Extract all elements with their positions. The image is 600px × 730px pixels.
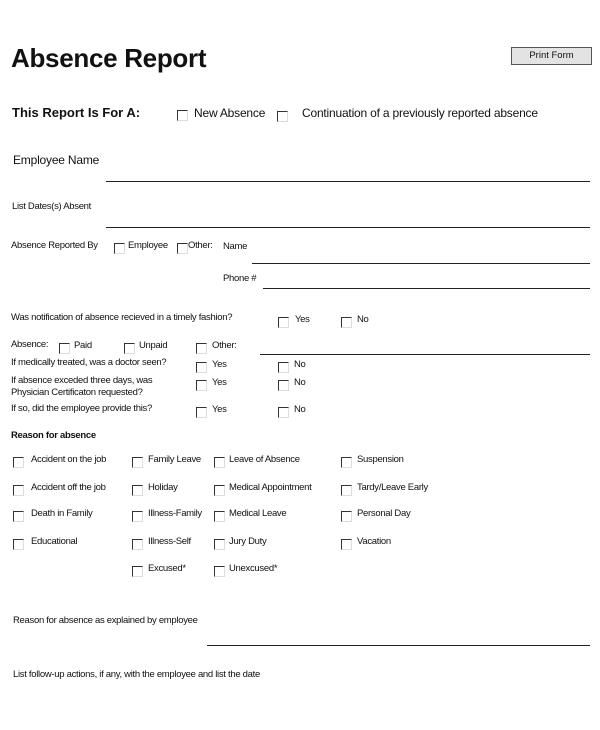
new-absence-label: New Absence bbox=[194, 106, 266, 120]
provided-yes-label: Yes bbox=[212, 404, 227, 415]
employee-name-field[interactable] bbox=[106, 181, 590, 182]
doctor-question: If medically treated, was a doctor seen? bbox=[11, 357, 167, 368]
report-for-label: This Report Is For A: bbox=[12, 105, 141, 120]
doctor-no-checkbox[interactable] bbox=[278, 362, 289, 373]
reason-illness-family-label: Illness-Family bbox=[148, 508, 202, 519]
reason-unexcused-label: Unexcused* bbox=[229, 563, 278, 574]
reason-unexcused-checkbox[interactable] bbox=[214, 566, 225, 577]
absence-type-label: Absence: bbox=[11, 339, 49, 350]
page-title: Absence Report bbox=[11, 43, 207, 73]
list-dates-label: List Dates(s) Absent bbox=[12, 201, 92, 212]
continuation-checkbox[interactable] bbox=[277, 111, 288, 122]
certification-no-label: No bbox=[294, 377, 306, 388]
certification-no-checkbox[interactable] bbox=[278, 380, 289, 391]
reason-medical-appointment-label: Medical Appointment bbox=[229, 482, 312, 493]
reason-educational-checkbox[interactable] bbox=[13, 539, 24, 550]
doctor-yes-label: Yes bbox=[212, 359, 227, 370]
paid-label: Paid bbox=[74, 340, 92, 351]
provided-yes-checkbox[interactable] bbox=[196, 407, 207, 418]
reason-holiday-checkbox[interactable] bbox=[132, 485, 143, 496]
reason-tardy-leave-early-label: Tardy/Leave Early bbox=[357, 482, 428, 493]
timely-yes-checkbox[interactable] bbox=[278, 317, 289, 328]
doctor-yes-checkbox[interactable] bbox=[196, 362, 207, 373]
reported-by-other-checkbox[interactable] bbox=[177, 243, 188, 254]
reason-jury-duty-checkbox[interactable] bbox=[214, 539, 225, 550]
reported-by-employee-checkbox[interactable] bbox=[114, 243, 125, 254]
reason-leave-of-absence-checkbox[interactable] bbox=[214, 457, 225, 468]
reason-leave-of-absence-label: Leave of Absence bbox=[229, 454, 300, 465]
certification-yes-label: Yes bbox=[212, 377, 227, 388]
reason-suspension-label: Suspension bbox=[357, 454, 404, 465]
continuation-label: Continuation of a previously reported absence bbox=[302, 106, 538, 120]
reason-educational-label: Educational bbox=[31, 536, 78, 547]
reasons-heading: Reason for absence bbox=[11, 430, 96, 441]
reason-personal-day-checkbox[interactable] bbox=[341, 511, 352, 522]
timely-no-label: No bbox=[357, 314, 369, 325]
absence-other-field[interactable] bbox=[260, 354, 590, 355]
provided-no-checkbox[interactable] bbox=[278, 407, 289, 418]
follow-up-label: List follow-up actions, if any, with the employee and list the date bbox=[13, 669, 260, 680]
reason-personal-day-label: Personal Day bbox=[357, 508, 411, 519]
reason-vacation-label: Vacation bbox=[357, 536, 391, 547]
reported-by-label: Absence Reported By bbox=[11, 240, 98, 251]
timely-yes-label: Yes bbox=[295, 314, 310, 325]
explained-label: Reason for absence as explained by employee bbox=[13, 615, 198, 626]
absence-other-label: Other: bbox=[212, 340, 237, 351]
doctor-no-label: No bbox=[294, 359, 306, 370]
explained-field[interactable] bbox=[207, 645, 590, 646]
reason-suspension-checkbox[interactable] bbox=[341, 457, 352, 468]
reason-medical-appointment-checkbox[interactable] bbox=[214, 485, 225, 496]
timely-question: Was notification of absence recieved in a timely fashion? bbox=[11, 312, 233, 323]
reason-vacation-checkbox[interactable] bbox=[341, 539, 352, 550]
reason-death-in-family-label: Death in Family bbox=[31, 508, 93, 519]
phone-field[interactable] bbox=[263, 288, 590, 289]
reason-medical-leave-checkbox[interactable] bbox=[214, 511, 225, 522]
reason-death-in-family-checkbox[interactable] bbox=[13, 511, 24, 522]
employee-name-label: Employee Name bbox=[13, 153, 100, 167]
reported-by-other-label: Other: bbox=[188, 240, 213, 251]
absence-other-checkbox[interactable] bbox=[196, 343, 207, 354]
provided-no-label: No bbox=[294, 404, 306, 415]
reason-accident-on-the-job-checkbox[interactable] bbox=[13, 457, 24, 468]
provided-question: If so, did the employee provide this? bbox=[11, 403, 152, 414]
new-absence-checkbox[interactable] bbox=[177, 110, 188, 121]
unpaid-checkbox[interactable] bbox=[124, 343, 135, 354]
timely-no-checkbox[interactable] bbox=[341, 317, 352, 328]
phone-label: Phone # bbox=[223, 273, 257, 284]
reported-by-employee-label: Employee bbox=[128, 240, 168, 251]
reporter-name-field[interactable] bbox=[252, 263, 590, 264]
reason-excused-checkbox[interactable] bbox=[132, 566, 143, 577]
unpaid-label: Unpaid bbox=[139, 340, 168, 351]
reason-family-leave-label: Family Leave bbox=[148, 454, 201, 465]
reason-illness-family-checkbox[interactable] bbox=[132, 511, 143, 522]
reason-illness-self-label: Illness-Self bbox=[148, 536, 191, 547]
reason-tardy-leave-early-checkbox[interactable] bbox=[341, 485, 352, 496]
reason-medical-leave-label: Medical Leave bbox=[229, 508, 287, 519]
reason-illness-self-checkbox[interactable] bbox=[132, 539, 143, 550]
certification-question-line1: If absence exceded three days, was bbox=[11, 375, 153, 386]
list-dates-field[interactable] bbox=[106, 227, 590, 228]
reason-accident-on-the-job-label: Accident on the job bbox=[31, 454, 107, 465]
reason-holiday-label: Holiday bbox=[148, 482, 178, 493]
reason-accident-off-the-job-checkbox[interactable] bbox=[13, 485, 24, 496]
reporter-name-label: Name bbox=[223, 241, 248, 252]
reason-jury-duty-label: Jury Duty bbox=[229, 536, 267, 547]
reason-excused-label: Excused* bbox=[148, 563, 186, 574]
reason-family-leave-checkbox[interactable] bbox=[132, 457, 143, 468]
reason-accident-off-the-job-label: Accident off the job bbox=[31, 482, 106, 493]
paid-checkbox[interactable] bbox=[59, 343, 70, 354]
certification-yes-checkbox[interactable] bbox=[196, 380, 207, 391]
print-form-button[interactable]: Print Form bbox=[511, 47, 592, 65]
certification-question-line2: Physician Certificaton requested? bbox=[11, 387, 143, 398]
